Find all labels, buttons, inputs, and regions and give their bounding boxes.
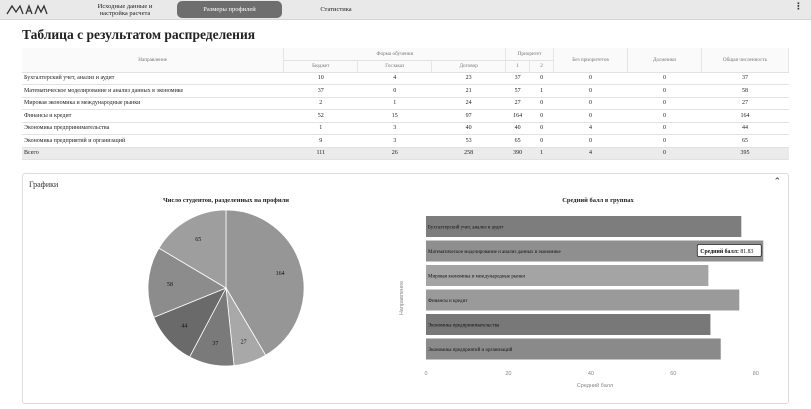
- bar-category-label: Экономика предприятий и организаций: [428, 348, 513, 353]
- cell-direction: Бухгалтерский учет, анализ и аудит: [22, 72, 284, 85]
- cell-budget: 10: [284, 72, 358, 85]
- table-row: [22, 97, 789, 110]
- cell-total: 44: [701, 122, 788, 135]
- table-row: [22, 85, 789, 98]
- pie-chart-title: Число студентов, разделенных на профили: [163, 197, 289, 204]
- header-no-priority: Без приоритетов: [554, 48, 628, 72]
- cell-budget: 52: [284, 110, 358, 123]
- cell-contract: 40: [432, 122, 506, 135]
- kebab-menu-icon[interactable]: ⋮: [794, 2, 803, 12]
- table-row: [22, 72, 789, 85]
- cell-p1: 57: [506, 85, 530, 98]
- cell-nopr: 0: [554, 85, 628, 98]
- header-priority-2: 2: [530, 60, 554, 72]
- cell-contract: 53: [432, 135, 506, 148]
- header-direction: Направление: [22, 48, 284, 72]
- tab-source-data[interactable]: Исходные данные и настройка расчета: [97, 2, 153, 17]
- cell-p2: 0: [530, 135, 554, 148]
- cell-nopr: 4: [554, 147, 628, 160]
- cell-contract: 23: [432, 72, 506, 85]
- bar-category-label: Математическое моделирование и анализ данных в экономике: [428, 250, 561, 255]
- y-axis-label: Направление: [399, 280, 405, 316]
- cell-p2: 0: [530, 122, 554, 135]
- cell-debt: 0: [628, 85, 702, 98]
- cell-contract: 21: [432, 85, 506, 98]
- tooltip-value: 81.83: [740, 248, 754, 255]
- cell-nopr: 0: [554, 72, 628, 85]
- cell-nopr: 0: [554, 110, 628, 123]
- pie-slice-label: 27: [240, 339, 247, 346]
- cell-debt: 0: [628, 122, 702, 135]
- table-row: [22, 135, 789, 148]
- cell-total: 58: [701, 85, 788, 98]
- cell-p1: 37: [506, 72, 530, 85]
- tooltip-label: Средний балл:: [700, 248, 741, 255]
- pie-chart: [131, 206, 321, 371]
- cell-p1: 27: [506, 97, 530, 110]
- cell-total: 164: [701, 110, 788, 123]
- bar-tooltip: [697, 245, 761, 257]
- bar-category-label: Бухгалтерский учет, анализ и аудит: [428, 225, 504, 231]
- cell-direction: Финансы и кредит: [22, 110, 284, 123]
- header-priority: Приоритет: [506, 48, 554, 60]
- cell-p2: 1: [530, 147, 554, 160]
- pie-slice-label: 37: [212, 341, 219, 348]
- cell-direction: Математическое моделирование и анализ данных в экономике: [22, 85, 284, 98]
- cell-debt: 0: [628, 97, 702, 110]
- cell-debt: 0: [628, 110, 702, 123]
- cell-budget: 37: [284, 85, 358, 98]
- cell-gos: 3: [358, 122, 432, 135]
- pie-slice-label: 65: [195, 237, 202, 244]
- page-title: Таблица с результатом распределения: [22, 27, 256, 42]
- cell-debt: 0: [628, 135, 702, 148]
- header-total: Общая численность: [701, 48, 788, 72]
- cell-total: 395: [701, 147, 788, 160]
- header-gos: Госзаказ: [358, 60, 432, 72]
- charts-panel-title: Графики: [29, 180, 59, 189]
- cell-direction: Всего: [22, 147, 284, 160]
- header-form: Форма обучения: [284, 48, 506, 60]
- cell-gos: 4: [358, 72, 432, 85]
- charts-panel: [22, 173, 789, 404]
- cell-budget: 1: [284, 122, 358, 135]
- header-debtors: Должники: [628, 48, 702, 72]
- chevron-up-icon[interactable]: ⌃: [773, 177, 781, 187]
- cell-total: 37: [701, 72, 788, 85]
- cell-direction: Мировая экономика и международные рынки: [22, 97, 284, 110]
- cell-total: 65: [701, 135, 788, 148]
- cell-direction: Экономика предприятий и организаций: [22, 135, 284, 148]
- cell-contract: 258: [432, 147, 506, 160]
- table-total-row: [22, 147, 789, 160]
- cell-p2: 0: [530, 97, 554, 110]
- x-tick-label: 80: [752, 371, 759, 377]
- x-tick-label: 40: [587, 371, 594, 377]
- cell-p2: 0: [530, 110, 554, 123]
- cell-p1: 390: [506, 147, 530, 160]
- cell-budget: 9: [284, 135, 358, 148]
- bar-category-label: Финансы и кредит: [428, 299, 468, 304]
- table-row: [22, 122, 789, 135]
- tab-statistics[interactable]: Статистика: [320, 6, 352, 13]
- cell-contract: 97: [432, 110, 506, 123]
- pie-slice-label: 58: [167, 281, 174, 288]
- cell-gos: 1: [358, 97, 432, 110]
- bar-category-label: Экономика предпринимательства: [428, 323, 500, 329]
- bar-chart: [383, 200, 788, 400]
- cell-gos: 26: [358, 147, 432, 160]
- cell-nopr: 0: [554, 135, 628, 148]
- tab-profile-sizes[interactable]: Размеры профилей: [177, 1, 282, 18]
- table-row: [22, 110, 789, 123]
- pie-slice-label: 164: [275, 271, 285, 278]
- bar-chart-title: Средний балл в группах: [562, 197, 634, 204]
- cell-p2: 1: [530, 85, 554, 98]
- cell-p1: 164: [506, 110, 530, 123]
- cell-p1: 65: [506, 135, 530, 148]
- x-tick-label: 20: [505, 371, 512, 377]
- x-axis-label: Средний балл: [576, 383, 614, 389]
- bar-category-label: Мировая экономика и международные рынки: [428, 274, 525, 280]
- header-priority-1: 1: [506, 60, 530, 72]
- cell-gos: 0: [358, 85, 432, 98]
- cell-gos: 3: [358, 135, 432, 148]
- logo-icon: [6, 3, 48, 17]
- tooltip-text: [700, 248, 753, 255]
- bar[interactable]: [426, 290, 739, 311]
- pie-slice-label: 44: [181, 323, 188, 330]
- cell-gos: 15: [358, 110, 432, 123]
- distribution-table: [22, 48, 789, 160]
- cell-total: 27: [701, 97, 788, 110]
- header-budget: Бюджет: [284, 60, 358, 72]
- x-tick-label: 0: [424, 371, 428, 377]
- header-contract: Договор: [432, 60, 506, 72]
- cell-debt: 0: [628, 147, 702, 160]
- cell-p1: 40: [506, 122, 530, 135]
- cell-debt: 0: [628, 72, 702, 85]
- cell-p2: 0: [530, 72, 554, 85]
- cell-nopr: 0: [554, 97, 628, 110]
- cell-contract: 24: [432, 97, 506, 110]
- cell-nopr: 4: [554, 122, 628, 135]
- cell-budget: 2: [284, 97, 358, 110]
- top-nav-bar: [0, 0, 811, 20]
- cell-direction: Экономика предпринимательства: [22, 122, 284, 135]
- x-tick-label: 60: [670, 371, 677, 377]
- cell-budget: 111: [284, 147, 358, 160]
